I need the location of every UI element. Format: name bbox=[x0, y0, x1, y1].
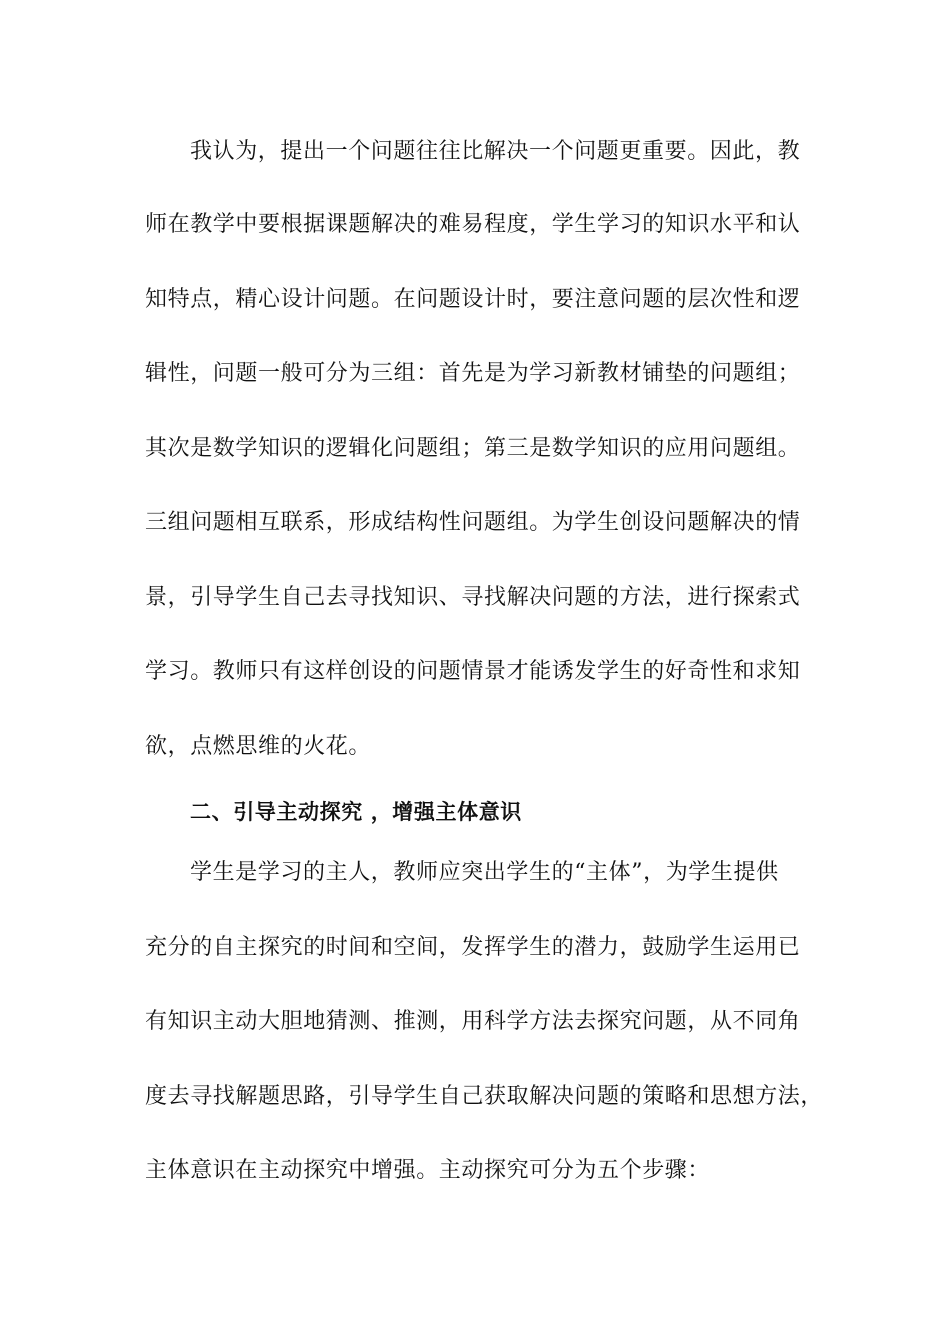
paragraph-2-line-3: 有知识主动大胆地猜测、推测，用科学方法去探究问题，从不同角 bbox=[145, 1009, 801, 1034]
paragraph-1-line-8: 学习。教师只有这样创设的问题情景才能诱发学生的好奇性和求知 bbox=[145, 659, 801, 684]
paragraph-1-line-3: 知特点，精心设计问题。在问题设计时，要注意问题的层次性和逻 bbox=[145, 287, 801, 312]
paragraph-1-line-9: 欲，点燃思维的火花。 bbox=[145, 734, 372, 759]
paragraph-1-line-7: 景，引导学生自己去寻找知识、寻找解决问题的方法，进行探索式 bbox=[145, 585, 801, 610]
paragraph-2-line-5: 主体意识在主动探究中增强。主动探究可分为五个步骤： bbox=[145, 1158, 711, 1183]
paragraph-1-line-1: 我认为，提出一个问题往往比解决一个问题更重要。因此，教 bbox=[190, 139, 801, 164]
paragraph-1-line-5: 其次是数学知识的逻辑化问题组；第三是数学知识的应用问题组。 bbox=[145, 436, 801, 461]
section-heading: 二、引导主动探究 ，增强主体意识 bbox=[190, 800, 522, 824]
paragraph-1-line-4: 辑性，问题一般可分为三组：首先是为学习新教材铺垫的问题组； bbox=[145, 361, 801, 386]
paragraph-2-line-1: 学生是学习的主人，教师应突出学生的“主体”，为学生提供 bbox=[190, 860, 779, 885]
paragraph-1-line-6: 三组问题相互联系，形成结构性问题组。为学生创设问题解决的情 bbox=[145, 510, 801, 535]
paragraph-2-line-4: 度去寻找解题思路，引导学生自己获取解决问题的策略和思想方法， bbox=[145, 1084, 824, 1109]
paragraph-1-line-2: 师在教学中要根据课题解决的难易程度，学生学习的知识水平和认 bbox=[145, 212, 801, 237]
paragraph-2-line-2: 充分的自主探究的时间和空间，发挥学生的潜力，鼓励学生运用已 bbox=[145, 935, 801, 960]
